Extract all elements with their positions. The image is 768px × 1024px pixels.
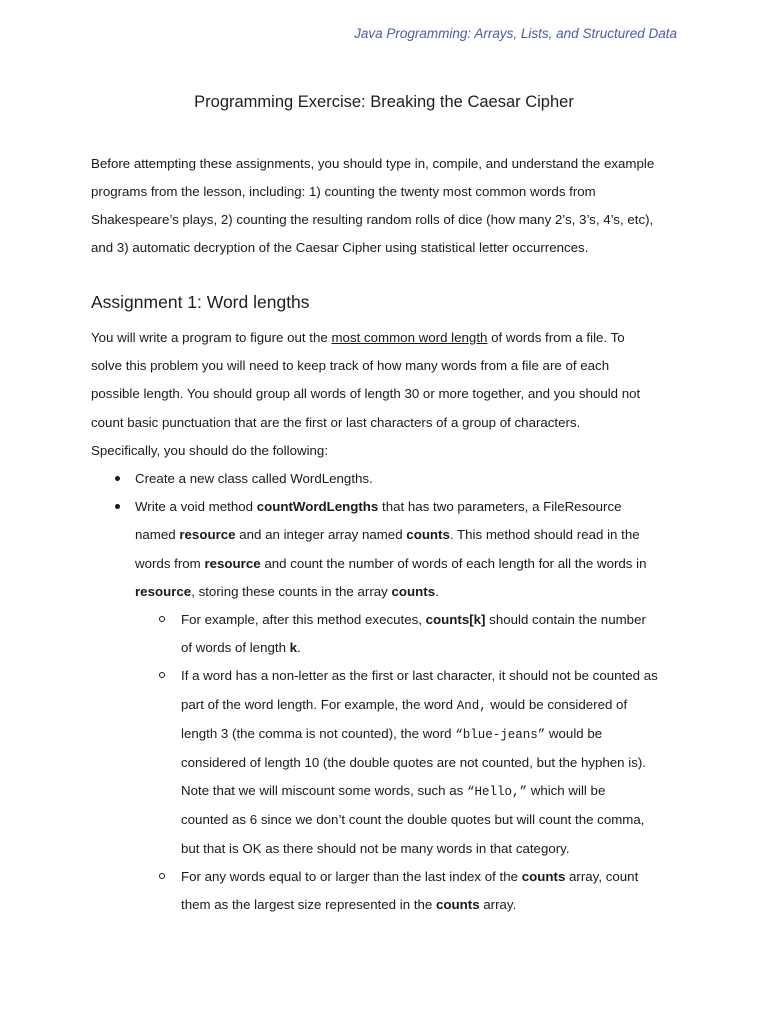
body-line: possible length. You should group all words of length 30 or more together, and you should not	[91, 386, 641, 402]
bullet-circle-icon	[159, 616, 165, 622]
body-line: Specifically, you should do the following:	[91, 442, 329, 458]
bullet-circle-icon	[159, 672, 165, 678]
sub-list-item-continuation: Note that we will miscount some words, such as “Hello,” which will be	[181, 783, 606, 800]
intro-line: Shakespeare’s plays, 2) counting the resulting random rolls of dice (how many 2’s, 3’s, 4’s, etc),	[91, 212, 654, 227]
list-item-continuation: named resource and an integer array named counts. This method should read in the	[135, 527, 640, 543]
underlined-phrase: most common word length	[331, 330, 488, 345]
sub-list-item-continuation: length 3 (the comma is not counted), the word “blue-jeans” would be	[181, 725, 603, 742]
sub-list-item-continuation: counted as 6 since we don’t count the double quotes but will count the comma,	[181, 812, 645, 828]
intro-line: programs from the lesson, including: 1) counting the twenty most common words from	[91, 184, 596, 199]
page-title: Programming Exercise: Breaking the Caesar Cipher	[194, 93, 574, 111]
intro-line: Before attempting these assignments, you should type in, compile, and understand the example	[91, 156, 655, 171]
sub-list-item-continuation: considered of length 10 (the double quotes are not counted, but the hyphen is).	[181, 755, 646, 771]
intro-paragraph	[91, 150, 691, 262]
code-snippet: And,	[456, 698, 487, 713]
sub-list-item-continuation: of words of length k.	[181, 640, 301, 656]
code-snippet: “blue-jeans”	[455, 727, 546, 742]
list-item: Create a new class called WordLengths.	[91, 465, 691, 493]
list-item-continuation: resource, storing these counts in the array counts.	[135, 583, 439, 599]
sub-list-item: For example, after this method executes, counts[k] should contain the number	[91, 606, 691, 634]
sub-list-item: If a word has a non-letter as the first or last character, it should not be counted as	[91, 662, 691, 690]
sub-list-item-continuation: them as the largest size represented in the counts array.	[181, 897, 517, 913]
list-item: Write a void method countWordLengths that has two parameters, a FileResource	[91, 493, 691, 521]
intro-line: and 3) automatic decryption of the Caesar Cipher using statistical letter occurrences.	[91, 240, 589, 255]
bullet-dot-icon	[115, 476, 120, 481]
list-item-continuation: words from resource and count the number of words of each length for all the words in	[135, 555, 647, 571]
sub-list-item: For any words equal to or larger than the last index of the counts array, count	[91, 863, 691, 891]
body-line: solve this problem you will need to keep track of how many words from a file are of each	[91, 358, 610, 374]
body-line: count basic punctuation that are the first or last characters of a group of characters.	[91, 414, 581, 430]
assignment-heading: Assignment 1: Word lengths	[91, 292, 310, 312]
bullet-circle-icon	[159, 873, 165, 879]
sub-list-item-continuation: but that is OK as there should not be many words in that category.	[181, 840, 570, 856]
body-line: You will write a program to figure out the most common word length of words from a file. To	[91, 330, 625, 345]
assignment-body	[91, 324, 691, 919]
bullet-dot-icon	[115, 504, 120, 509]
sub-list-item-continuation: part of the word length. For example, the word And, would be considered of	[181, 696, 628, 713]
running-header: Java Programming: Arrays, Lists, and Structured Data	[354, 26, 677, 41]
code-snippet: “Hello,”	[467, 785, 528, 800]
